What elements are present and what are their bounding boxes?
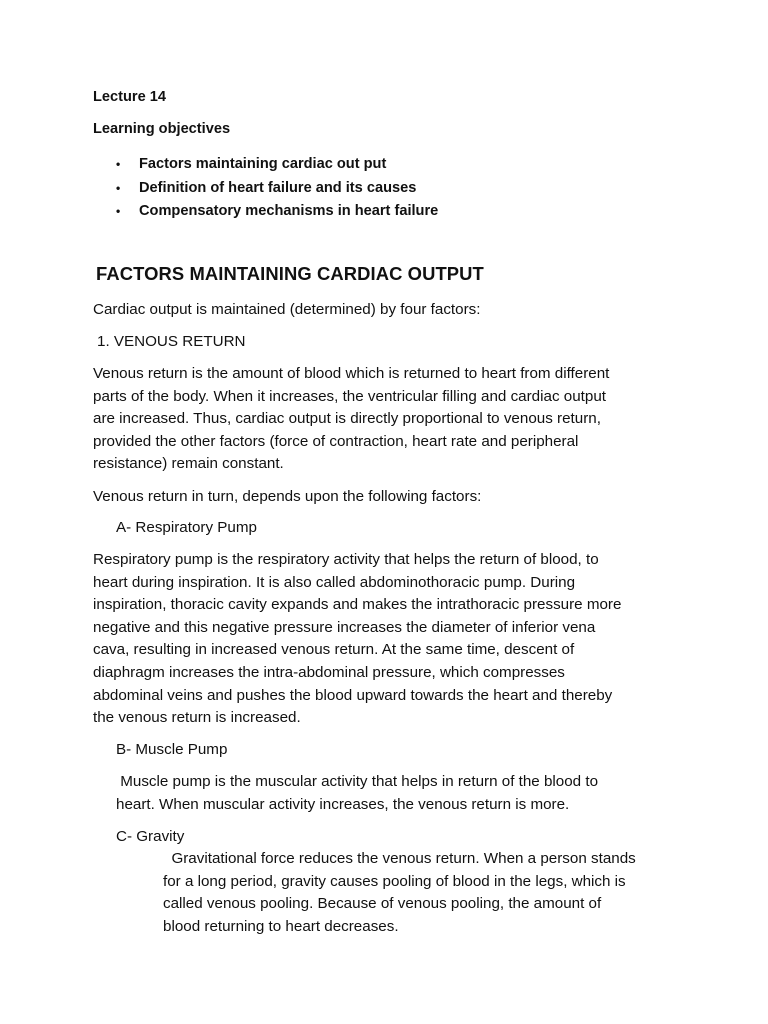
paragraph-line: Gravitational force reduces the venous return. When a person stands: [163, 850, 636, 867]
bullet-icon: •: [116, 204, 121, 219]
paragraph-line: blood returning to heart decreases.: [163, 917, 399, 935]
paragraph-line: resistance) remain constant.: [93, 455, 284, 473]
objective-item: [116, 153, 438, 177]
gravity-paragraph: [163, 848, 636, 938]
paragraph-line: Respiratory pump is the respiratory activity that helps the return of blood, to: [93, 551, 599, 568]
venous-return-heading: 1. VENOUS RETURN: [97, 333, 246, 350]
paragraph-line: the venous return is increased.: [93, 709, 301, 727]
objectives-list: [116, 153, 438, 224]
paragraph-line: provided the other factors (force of contraction, heart rate and peripheral: [93, 432, 579, 450]
paragraph-line: diaphragm increases the intra-abdominal pressure, which compresses: [93, 663, 565, 681]
paragraph-line: inspiration, thoracic cavity expands and makes the intrathoracic pressure more: [93, 596, 622, 614]
respiratory-pump-heading: A- Respiratory Pump: [116, 519, 257, 536]
paragraph-line: for a long period, gravity causes pooling of blood in the legs, which is: [163, 872, 626, 890]
paragraph-line: are increased. Thus, cardiac output is directly proportional to venous return,: [93, 410, 601, 428]
lecture-title: Lecture 14: [93, 89, 167, 105]
objectives-title: Learning objectives: [93, 121, 231, 137]
bullet-icon: •: [116, 180, 121, 195]
muscle-pump-heading: B- Muscle Pump: [116, 741, 228, 758]
section-heading: FACTORS MAINTAINING CARDIAC OUTPUT: [96, 263, 484, 284]
paragraph-line: Muscle pump is the muscular activity that helps in return of the blood to: [116, 773, 599, 790]
paragraph-line: abdominal veins and pushes the blood upward towards the heart and thereby: [93, 686, 613, 704]
objective-text: Compensatory mechanisms in heart failure: [139, 203, 439, 220]
paragraph-line: parts of the body. When it increases, the ventricular filling and cardiac output: [93, 387, 606, 405]
section-intro: Cardiac output is maintained (determined) by four factors:: [93, 301, 481, 318]
muscle-pump-paragraph: [116, 771, 598, 816]
paragraph-line: called venous pooling. Because of venous pooling, the amount of: [163, 895, 602, 913]
paragraph-line: heart. When muscular activity increases, the venous return is more.: [116, 795, 570, 813]
venous-return-paragraph: [93, 363, 609, 476]
objective-text: Definition of heart failure and its causes: [139, 179, 417, 196]
depends-on-text: Venous return in turn, depends upon the following factors:: [93, 488, 482, 505]
paragraph-line: cava, resulting in increased venous return. At the same time, descent of: [93, 641, 575, 659]
objective-item: [116, 177, 438, 201]
respiratory-pump-paragraph: [93, 549, 621, 730]
gravity-heading: C- Gravity: [116, 828, 185, 845]
paragraph-line: negative and this negative pressure increases the diameter of inferior vena: [93, 618, 596, 636]
bullet-icon: •: [116, 157, 121, 171]
paragraph-line: heart during inspiration. It is also called abdominothoracic pump. During: [93, 573, 576, 591]
objective-text: Factors maintaining cardiac out put: [139, 156, 387, 172]
paragraph-line: Venous return is the amount of blood which is returned to heart from different: [93, 365, 610, 382]
objective-item: [116, 200, 438, 224]
